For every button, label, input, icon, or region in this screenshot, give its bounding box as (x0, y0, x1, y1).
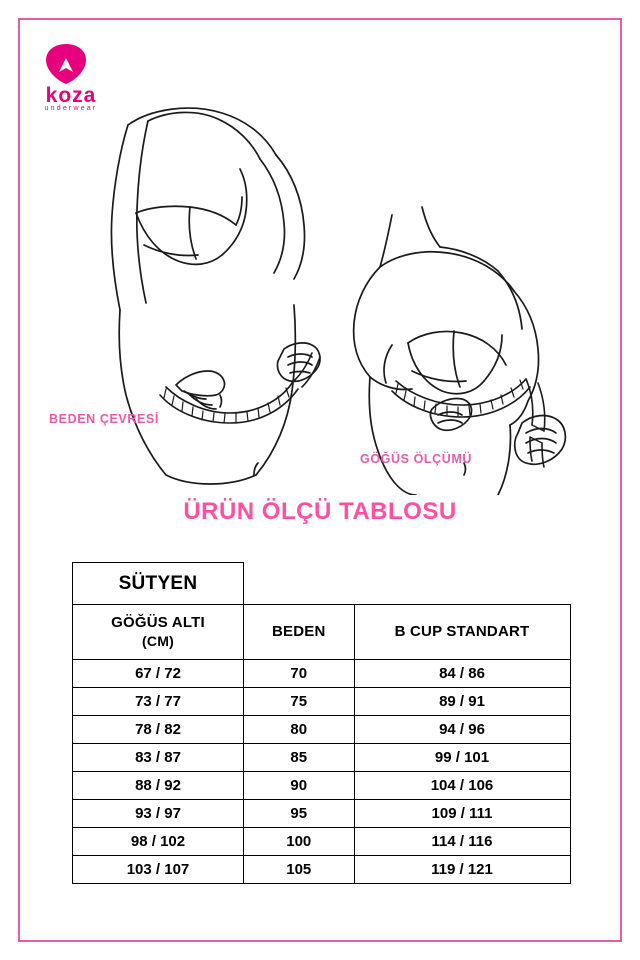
cell-underbust: 98 / 102 (73, 828, 244, 856)
table-row (73, 716, 571, 744)
cell-bcup: 104 / 106 (354, 772, 570, 800)
table-header-size: BEDEN (244, 605, 355, 660)
cell-bcup: 99 / 101 (354, 744, 570, 772)
table-blank-cell-1 (244, 563, 355, 605)
size-table (72, 562, 571, 884)
table-header-row (73, 605, 571, 660)
table-header-underbust-label: GÖĞÜS ALTI (111, 614, 205, 631)
cell-underbust: 88 / 92 (73, 772, 244, 800)
cell-size: 75 (244, 688, 355, 716)
table-row (73, 856, 571, 884)
cell-bcup: 109 / 111 (354, 800, 570, 828)
cell-underbust: 93 / 97 (73, 800, 244, 828)
table-row-category (73, 563, 571, 605)
cell-bcup: 119 / 121 (354, 856, 570, 884)
table-row (73, 688, 571, 716)
cell-size: 95 (244, 800, 355, 828)
caption-bust: GÖĞÜS ÖLÇÜMÜ (360, 452, 473, 466)
cell-size: 70 (244, 660, 355, 688)
table-row (73, 828, 571, 856)
cell-size: 80 (244, 716, 355, 744)
cell-size: 100 (244, 828, 355, 856)
brand-tagline: underwear (44, 105, 98, 112)
cell-size: 90 (244, 772, 355, 800)
cell-bcup: 114 / 116 (354, 828, 570, 856)
cell-underbust: 67 / 72 (73, 660, 244, 688)
table-header-underbust-unit: (CM) (142, 633, 174, 649)
cell-underbust: 78 / 82 (73, 716, 244, 744)
page-title: ÜRÜN ÖLÇÜ TABLOSU (183, 498, 457, 525)
table-blank-cell-2 (354, 563, 570, 605)
cell-bcup: 84 / 86 (354, 660, 570, 688)
page-title-wrap (0, 498, 640, 526)
table-row (73, 800, 571, 828)
cell-bcup: 94 / 96 (354, 716, 570, 744)
cell-underbust: 83 / 87 (73, 744, 244, 772)
cell-bcup: 89 / 91 (354, 688, 570, 716)
cell-size: 85 (244, 744, 355, 772)
measurement-illustrations (40, 95, 600, 495)
table-row (73, 744, 571, 772)
koza-cocoon-icon (44, 42, 88, 86)
table-header-underbust (73, 605, 244, 660)
caption-underbust: BEDEN ÇEVRESİ (49, 412, 159, 426)
woman-measuring-underbust-illustration (111, 108, 320, 484)
table-row (73, 772, 571, 800)
table-category-cell: SÜTYEN (73, 563, 244, 605)
cell-underbust: 73 / 77 (73, 688, 244, 716)
cell-size: 105 (244, 856, 355, 884)
table-header-bcup: B CUP STANDART (354, 605, 570, 660)
brand-name: koza (45, 84, 97, 107)
table-row (73, 660, 571, 688)
cell-underbust: 103 / 107 (73, 856, 244, 884)
